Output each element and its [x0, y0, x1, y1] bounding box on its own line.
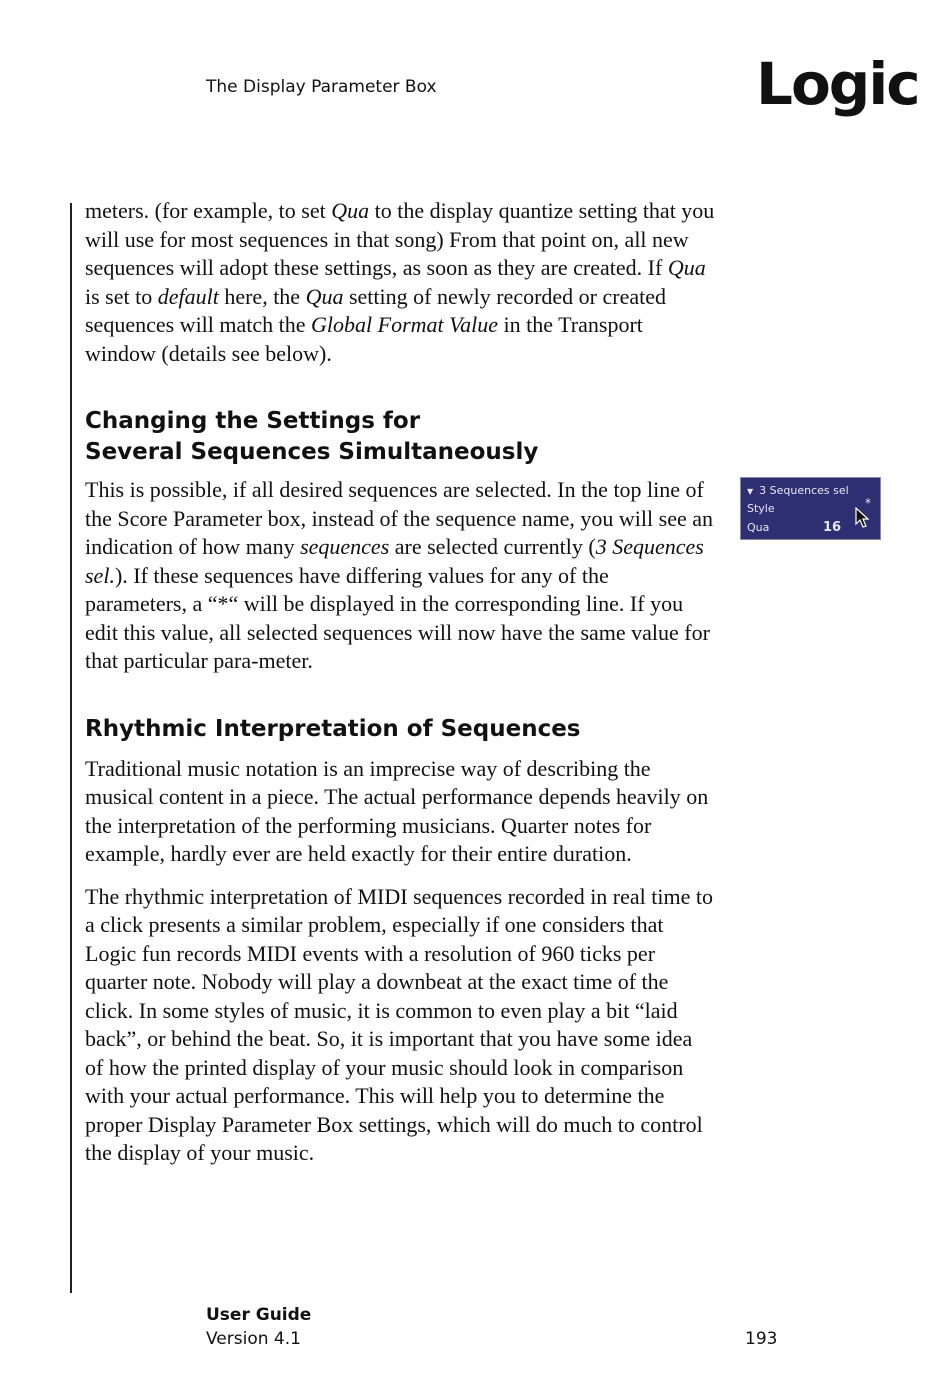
- logic-logo: [756, 48, 926, 128]
- param-box-label-qua: Qua: [747, 521, 770, 534]
- text-run: ). If these sequences have differing values for any of the parameters, a “*“ will be displayed in the corresponding line. If you edit this value, all selected sequences will now have the same value for that particular para-meter.: [85, 562, 710, 673]
- italic-run: Qua: [667, 255, 706, 280]
- param-box-value-qua: 16: [823, 520, 842, 535]
- section-heading-settings: [85, 406, 715, 468]
- param-box-label-style: Style: [747, 502, 775, 515]
- italic-run: sequences: [300, 534, 390, 559]
- margin-rule: [70, 203, 72, 1293]
- param-box-differing-marker: *: [865, 496, 871, 510]
- footer-title: User Guide: [206, 1305, 312, 1325]
- italic-run: default: [157, 283, 219, 309]
- text-run: in the Transport window (details see below).: [85, 312, 643, 366]
- logo-text: Logic: [756, 50, 919, 118]
- rhythmic-paragraph-1: Traditional music notation is an imprecise way of describing the musical content in a piece. The actual performance depends heavily on the interpretation of the performing musicians. Quarter notes for example, hardly ever are held exactly for their entire duration.: [85, 755, 709, 866]
- text-run: to the display quantize setting that you will use for most sequences in that song) From that point on, all new sequences will adopt these settings, as soon as they are created. If: [85, 198, 715, 280]
- text-run: This is possible, if all desired sequences are selected. In the top line of the Score Parameter box, instead of the sequence name, you will see an indication of how many: [85, 477, 713, 559]
- intro-paragraph: [85, 197, 715, 368]
- italic-run: Qua: [305, 283, 344, 309]
- italic-run: Global Format Value: [311, 312, 499, 337]
- heading-line: Several Sequences Simultaneously: [85, 439, 539, 465]
- settings-paragraph: [85, 476, 715, 676]
- page-number: 193: [745, 1329, 778, 1349]
- italic-run: 3 Sequences sel.: [85, 534, 704, 588]
- text-run: are selected currently (: [389, 534, 596, 559]
- italic-run: Qua: [331, 198, 370, 223]
- disclosure-triangle-icon: ▼: [747, 487, 754, 496]
- footer-version: Version 4.1: [206, 1329, 301, 1349]
- heading-line: Changing the Settings for: [85, 408, 421, 434]
- text-run: meters. (for example, to set: [85, 198, 332, 223]
- section-heading-rhythmic: Rhythmic Interpretation of Sequences: [85, 715, 581, 742]
- running-head: The Display Parameter Box: [206, 77, 437, 97]
- param-box-title-row: [747, 484, 849, 497]
- score-parameter-box-screenshot: [740, 477, 881, 540]
- text-run: is set to: [85, 283, 158, 309]
- param-box-title: 3 Sequences sel: [759, 484, 849, 497]
- text-run: setting of newly recorded or created sequences will match the: [85, 283, 666, 337]
- main-content: [85, 197, 715, 1168]
- mouse-cursor-icon: [854, 507, 870, 529]
- text-run: here, the: [218, 283, 306, 309]
- rhythmic-paragraph-2: The rhythmic interpretation of MIDI sequences recorded in real time to a click presents a similar problem, especially if one considers that Logic fun records MIDI events with a resolution of 960 ticks per quarter note. Nobody will play a downbeat at the exact time of the click. In some styles of music, it is common to even play a bit “laid back”, or behind the beat. So, it is important that you have some idea of how the printed display of your music should look in comparison with your actual performance. This will help you to determine the proper Display Parameter Box settings, which will do much to control the display of your music.: [85, 883, 713, 1165]
